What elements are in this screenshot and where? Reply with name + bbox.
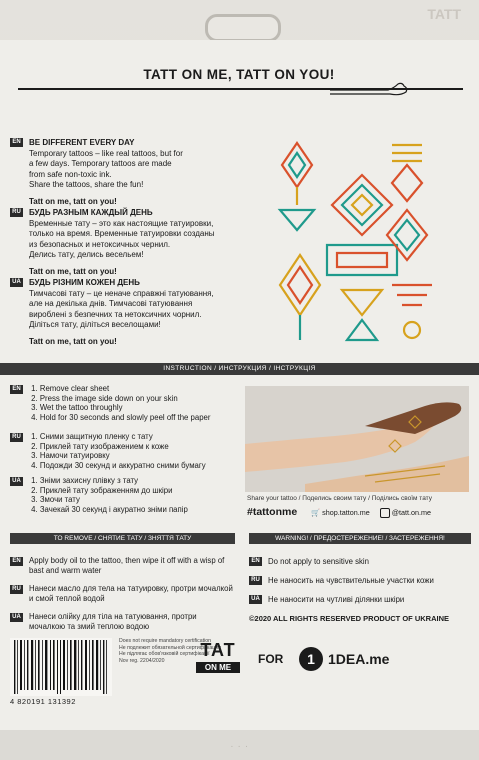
warning-en-text: Do not apply to sensitive skin <box>268 557 369 566</box>
lang-badge-ua: UA <box>249 595 262 604</box>
instagram-icon <box>380 508 390 518</box>
step-item: 3. Змочи тату <box>31 495 80 505</box>
remove-bar: TO REMOVE / СНЯТИЕ ТАТУ / ЗНЯТТЯ ТАТУ <box>10 533 235 544</box>
intro-ua-line: вироблені з безпечних та нетоксичних чорнил. <box>29 309 202 319</box>
step-item: 3. Намочи татуировку <box>31 451 110 461</box>
step-item: 2. Приклей тату изображением к коже <box>31 441 169 451</box>
intro-ua-line: але на декілька днів. Тимчасові татуювання <box>29 299 193 308</box>
ghost-logo-top: TATT <box>427 6 461 22</box>
remove-ru <box>10 584 240 603</box>
share-row <box>247 506 431 518</box>
hang-hole <box>205 14 281 42</box>
for-label: FOR <box>258 652 284 666</box>
step-item: 2. Press the image side down on your skin <box>31 393 178 403</box>
logo-bottom: ON ME <box>196 662 240 673</box>
intro-en-line: Temporary tattoos – like real tattoos, but for <box>29 148 183 158</box>
partner-name: 1DEA.me <box>328 651 390 667</box>
note-line: Не подлежит обязательной сертификации <box>119 644 221 651</box>
note-line: Does not require mandatory certification <box>119 638 211 644</box>
intro-en-sign: Tatt on me, tatt on you! <box>29 196 117 206</box>
tattoo-sheet-artwork <box>272 135 442 355</box>
intro-ua-line: Тимчасові тату – це неначе справжні татуювання, <box>29 288 214 298</box>
arm-drawing <box>330 78 410 98</box>
steps-en <box>10 384 210 422</box>
step-item: 3. Wet the tattoo throughly <box>31 403 123 413</box>
intro-en-heading: BE DIFFERENT EVERY DAY <box>29 138 135 147</box>
tattooed-hands-photo <box>245 386 469 492</box>
partner-number: 1 <box>307 651 315 667</box>
intro-ua <box>10 278 214 347</box>
intro-ru-line: из безопасных и нетоксичных чернил. <box>29 239 171 249</box>
intro-ru-line: Делись тату, делись весельем! <box>29 250 144 259</box>
instagram-handle[interactable]: @tatt.on.me <box>391 508 431 517</box>
logo-top: TAT <box>200 640 236 660</box>
note-line: Не підлягає обов'язковій сертифікації <box>119 651 210 658</box>
step-item: 1. Сними защитную пленку с тату <box>31 432 153 441</box>
cart-icon: 🛒 <box>311 508 321 517</box>
step-item: 4. Подожди 30 секунд и аккуратно сними бумагу <box>31 460 206 470</box>
lang-badge-en: EN <box>10 138 23 147</box>
remove-ua-text: Нанеси олійку для тіла на татуювання, протри мочалкою та змий теплою водою <box>29 612 197 631</box>
intro-ua-line: Діліться тату, діліться веселощами! <box>29 320 161 329</box>
slogan-text: TATT ON ME, TATT ON YOU! <box>143 67 335 82</box>
steps-ua <box>10 476 188 514</box>
warning-ua <box>249 595 404 604</box>
intro-en-line: Share the tattoos, share the fun! <box>29 180 144 189</box>
warning-en <box>249 557 369 566</box>
partner-logo-circle <box>298 646 324 672</box>
lang-badge-en: EN <box>10 385 23 394</box>
remove-ru-text: Нанеси масло для тела на татуировку, протри мочалкой и смой теплой водой <box>29 584 233 603</box>
barcode-number: 4 820191 131392 <box>10 697 76 706</box>
lang-badge-ru: RU <box>10 585 23 594</box>
instruction-bar: INSTRUCTION / ИНСТРУКЦИЯ / ІНСТРУКЦІЯ <box>0 363 479 375</box>
intro-ru <box>10 208 215 277</box>
lang-badge-ua: UA <box>10 477 23 486</box>
step-item: 1. Зніми захисну плівку з тату <box>31 476 139 485</box>
intro-en-line: a few days. Temporary tattoos are made <box>29 159 172 168</box>
lang-badge-ua: UA <box>10 278 23 287</box>
step-item: 4. Зачекай 30 секунд і акуратно зніми папір <box>31 504 188 514</box>
intro-ru-line: Временные тату – это как настоящие татуировки, <box>29 218 214 228</box>
lang-badge-ru: RU <box>10 208 23 217</box>
intro-ua-heading: БУДЬ РІЗНИМ КОЖЕН ДЕНЬ <box>29 278 140 287</box>
remove-ua <box>10 612 240 631</box>
intro-ru-sign: Tatt on me, tatt on you! <box>29 266 117 276</box>
intro-ru-line: только на время. Временные татуировки созданы <box>29 229 215 238</box>
lang-badge-ua: UA <box>10 613 23 622</box>
step-item: 2. Приклей тату зображенням до шкіри <box>31 485 173 495</box>
tatt-on-me-logo <box>196 640 240 680</box>
rights-notice: ©2020 ALL RIGHTS RESERVED PRODUCT OF UKRAINE <box>249 614 450 623</box>
barcode <box>10 638 112 696</box>
step-item: 4. Hold for 30 seconds and slowly peel off the paper <box>31 412 211 422</box>
hashtag: #tattonme <box>247 506 298 518</box>
share-caption: Share your tattoo / Поделись своим тату / Поділись своїм тату <box>247 495 432 502</box>
intro-en-line: from safe non-toxic ink. <box>29 169 112 179</box>
lang-badge-ru: RU <box>249 576 262 585</box>
ghost-text-bottom: · · · <box>230 741 249 752</box>
steps-ru <box>10 432 206 470</box>
lang-badge-en: EN <box>10 557 23 566</box>
warning-bar: WARNING! / ПРЕДОСТЕРЕЖЕНИЕ! / ЗАСТЕРЕЖЕННЯ! <box>249 533 471 544</box>
intro-en <box>10 138 183 207</box>
warning-ru <box>249 576 434 585</box>
remove-en-text: Apply body oil to the tattoo, then wipe it off with a wisp of bast and warm water <box>29 556 225 575</box>
step-item: 1. Remove clear sheet <box>31 384 110 393</box>
lang-badge-ru: RU <box>10 433 23 442</box>
remove-en <box>10 556 240 575</box>
note-line: Nov reg. 2204/2020 <box>119 657 165 664</box>
intro-ru-heading: БУДЬ РАЗНЫМ КАЖДЫЙ ДЕНЬ <box>29 208 153 217</box>
warning-ua-text: Не наносити на чутливі ділянки шкіри <box>268 595 405 604</box>
warning-ru-text: Не наносить на чувствительные участки кожи <box>268 576 434 585</box>
lang-badge-en: EN <box>249 557 262 566</box>
shop-link[interactable]: shop.tatton.me <box>322 508 370 517</box>
intro-ua-sign: Tatt on me, tatt on you! <box>29 336 117 346</box>
